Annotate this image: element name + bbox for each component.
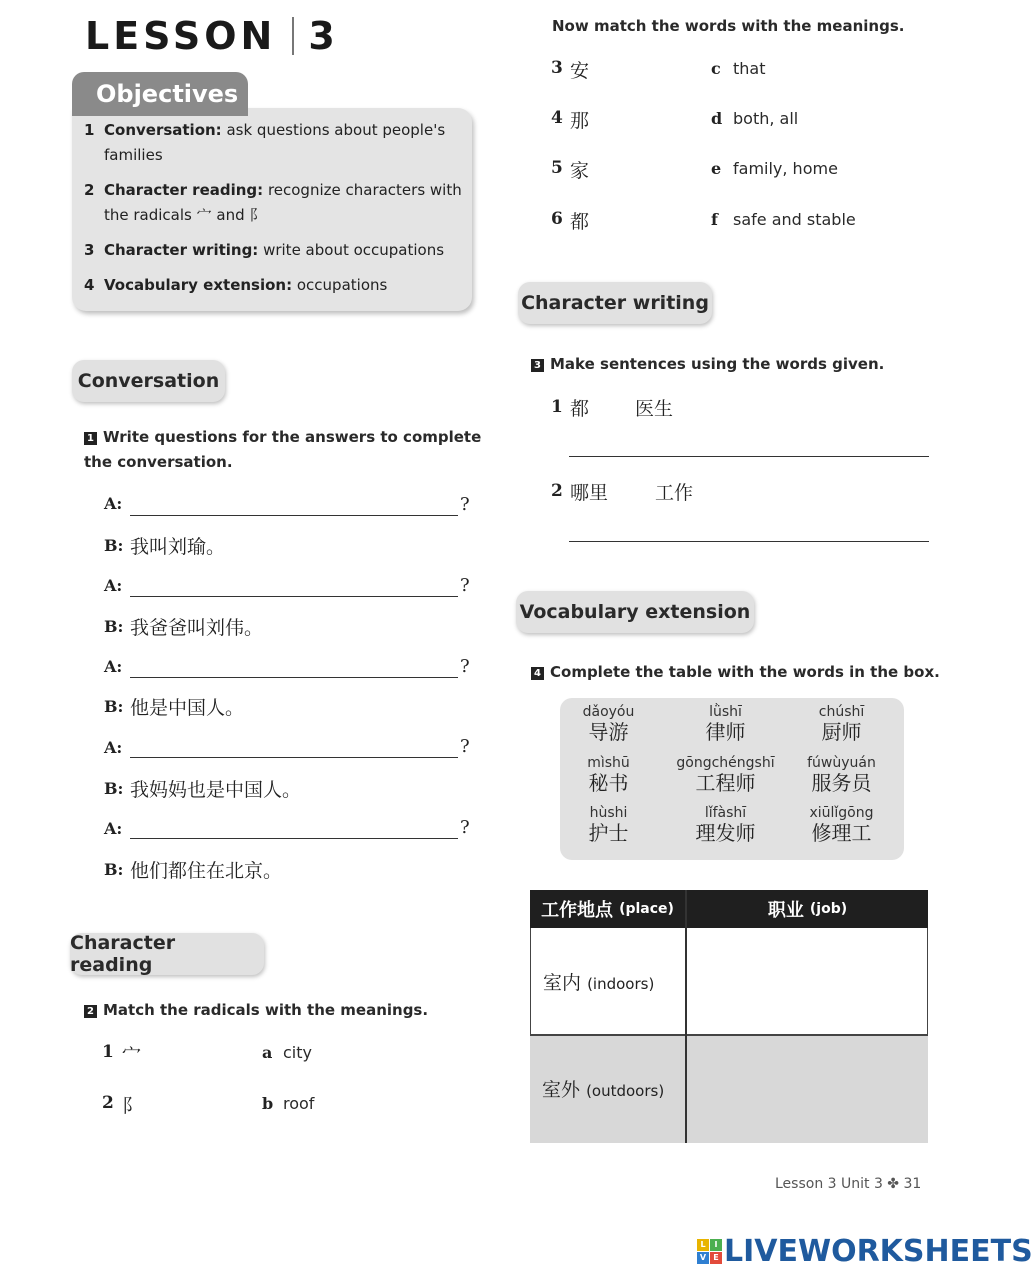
speaker-label: A: [104,738,123,757]
dialogue-answer: 我妈妈也是中国人。 [130,779,302,801]
sentence-number: 1 [551,397,563,417]
objective-item [84,238,464,263]
instruction-text: Match the radicals with the meanings. [103,1001,429,1019]
question-mark: ? [460,494,470,515]
sentence-number: 2 [551,481,563,501]
objective-item [84,118,464,168]
dialogue-answer: 我爸爸叫刘伟。 [130,617,264,639]
match-letter: d [711,109,723,128]
word-hanzi: 律师 [705,720,746,744]
word-hanzi: 厨师 [821,720,862,744]
logo-text: LIVEWORKSHEETS [724,1234,1033,1269]
word-pinyin: lǐfàshī [704,805,747,821]
word-pinyin: fúwùyuán [807,755,876,771]
header-en: (job) [809,901,848,917]
match-meaning[interactable]: both, all [733,109,799,128]
answer-line-3[interactable] [130,677,458,678]
table-row [530,1035,928,1143]
objective-label: Conversation: [104,121,222,139]
word-item[interactable] [668,755,783,795]
lesson-title [85,14,339,58]
exercise-number-badge: 3 [531,359,544,372]
match-letter: e [711,159,722,178]
word-hanzi: 导游 [588,720,629,744]
liveworksheets-icon: L I V E [697,1239,722,1264]
title-divider [292,17,294,55]
word-hanzi: 秘书 [588,771,629,795]
word-pinyin: hùshi [589,805,628,821]
matching-instruction: Now match the words with the meanings. [552,17,905,35]
word-hanzi: 理发师 [695,821,756,845]
word-hanzi: 护士 [588,821,629,845]
match-meaning[interactable]: family, home [733,159,838,178]
speaker-label: A: [104,576,123,595]
row-label-zh: 室外 [542,1079,581,1101]
character-writing-instruction [531,352,884,377]
match-meaning[interactable]: safe and stable [733,210,856,229]
character-writing-heading: Character writing [518,282,712,324]
character-reading-heading: Character reading [70,933,264,975]
match-meaning[interactable]: roof [283,1094,315,1113]
objective-text: write about occupations [258,241,445,259]
page-footer: Lesson 3 Unit 3 ✤ 31 [775,1176,922,1192]
match-meaning[interactable]: that [733,59,766,78]
word-char[interactable]: 安 [570,60,590,82]
word-hanzi: 修理工 [811,821,872,845]
objective-number: 2 [84,181,95,199]
given-word: 医生 [635,398,674,420]
objective-text: recognize characters with the radicals 宀 and 阝 [104,181,462,224]
word-item[interactable] [784,805,899,845]
objective-item [84,273,464,298]
objective-text: occupations [292,276,388,294]
header-zh: 工作地点 [541,900,614,921]
word-item[interactable] [668,704,783,744]
word-hanzi: 服务员 [811,771,872,795]
word-char[interactable]: 那 [570,110,590,132]
match-letter: f [711,210,718,229]
question-mark: ? [460,817,470,838]
match-meaning[interactable]: city [283,1043,312,1062]
row-label [542,1075,664,1102]
dialogue-answer: 他是中国人。 [130,697,245,719]
vocabulary-extension-heading: Vocabulary extension [516,591,754,633]
lesson-word: LESSON [85,14,277,58]
match-number: 1 [102,1042,114,1062]
exercise-number-badge: 4 [531,667,544,680]
sentence-line-1[interactable] [569,456,929,457]
word-item[interactable] [551,805,666,845]
header-en: (place) [619,901,674,917]
answer-line-2[interactable] [130,596,458,597]
column-header-place [530,890,685,928]
objectives-title: Objectives [72,72,248,116]
word-box [560,698,904,860]
objective-label: Character reading: [104,181,264,199]
objective-number: 4 [84,276,95,294]
answer-line-5[interactable] [130,838,458,839]
answer-line-1[interactable] [130,515,458,516]
word-item[interactable] [668,805,783,845]
outdoors-answer-cell[interactable] [688,1035,928,1143]
dialogue-answer: 他们都住在北京。 [130,860,283,882]
objectives-list [84,118,464,308]
given-word: 工作 [655,482,694,504]
speaker-label: B: [104,779,124,798]
radical-char[interactable]: 宀 [122,1044,142,1066]
instruction-text: Write questions for the answers to complete the conversation. [84,428,482,471]
given-word: 都 [570,398,590,420]
conversation-heading: Conversation [72,360,225,402]
row-label-en: (outdoors) [586,1082,665,1100]
word-char[interactable]: 家 [570,160,590,182]
table-header [530,890,928,928]
word-item[interactable] [784,704,899,744]
row-label-en: (indoors) [587,975,655,993]
liveworksheets-logo [697,1234,1033,1269]
question-mark: ? [460,575,470,596]
exercise-number-badge: 1 [84,432,97,445]
word-pinyin: gōngchéngshī [676,755,775,771]
match-number: 6 [551,209,563,229]
word-pinyin: xiūlǐgōng [809,805,874,821]
header-zh: 职业 [767,900,804,921]
answer-line-4[interactable] [130,757,458,758]
objective-label: Vocabulary extension: [104,276,293,294]
character-reading-instruction [84,998,484,1023]
speaker-label: A: [104,657,123,676]
word-hanzi: 工程师 [695,771,756,795]
radical-char[interactable]: 阝 [122,1095,142,1117]
match-letter: c [711,59,721,78]
match-number: 5 [551,158,563,178]
objective-label: Character writing: [104,241,259,259]
speaker-label: B: [104,536,124,555]
sentence-line-2[interactable] [569,541,929,542]
given-word: 哪里 [570,482,609,504]
row-label [543,968,654,995]
word-item[interactable] [784,755,899,795]
objective-item [84,178,464,228]
word-item[interactable] [551,704,666,744]
word-item[interactable] [551,755,666,795]
row-label-zh: 室内 [543,972,582,994]
word-pinyin: lǜshī [709,704,742,720]
column-divider [685,890,687,1143]
lesson-number: 3 [308,14,339,58]
objective-number: 3 [84,241,95,259]
word-char[interactable]: 都 [570,211,590,233]
speaker-label: B: [104,697,124,716]
objective-text: ask questions about people's families [104,121,446,164]
speaker-label: A: [104,494,123,513]
row-divider [530,1034,928,1036]
instruction-text: Complete the table with the words in the box. [550,663,940,681]
match-number: 3 [551,58,563,78]
question-mark: ? [460,736,470,757]
vocabulary-instruction [531,660,940,685]
conversation-instruction [84,425,484,475]
column-header-job [687,890,928,928]
match-letter: b [262,1094,274,1113]
word-pinyin: dǎoyóu [582,704,635,720]
match-letter: a [262,1043,273,1062]
word-pinyin: chúshī [818,704,865,720]
occupation-table [530,890,928,1143]
exercise-number-badge: 2 [84,1005,97,1018]
objective-number: 1 [84,121,95,139]
instruction-text: Make sentences using the words given. [550,355,885,373]
indoors-answer-cell[interactable] [689,928,927,1034]
match-number: 2 [102,1093,114,1113]
word-pinyin: mìshū [587,755,630,771]
table-row [530,928,928,1035]
match-number: 4 [551,108,563,128]
dialogue-answer: 我叫刘瑜。 [130,536,226,558]
question-mark: ? [460,656,470,677]
speaker-label: B: [104,617,124,636]
speaker-label: B: [104,860,124,879]
speaker-label: A: [104,819,123,838]
